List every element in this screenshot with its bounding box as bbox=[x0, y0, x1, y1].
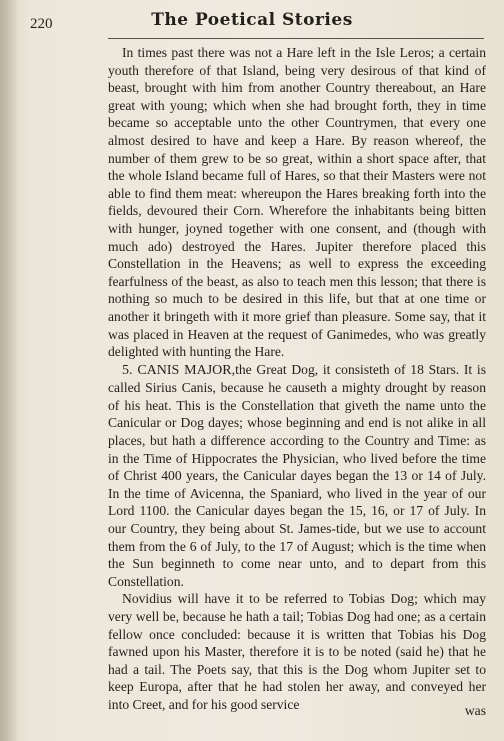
catchword: was bbox=[464, 703, 486, 718]
paragraph-novidius: Novidius will have it to be referred to Tobias Dog; which may very well be, because he hath a tail; Tobias Dog had one; as a certain fellow once concluded: because it is written that Tobias his Dog fawned upon his Master, therefore it is to be noted (said he) that he had a tail. The Poets say, that this is the Dog whom Jupiter set to keep Europa, after that he had stolen her away, and conveyed her into Creet, and for his good service bbox=[108, 591, 486, 712]
running-title: The Poetical Stories bbox=[151, 10, 353, 30]
paragraph-hare: In times past there was not a Hare left in the Isle Leros; a certain youth therefore of that Island, being very desirous of that kind of beast, brought with him from another Country thereabout, an Hare great with young; which when she had brought forth, they in time became so acceptable unto the other Countrymen, that every one almost desired to have and keep a Hare. By reason whereof, the number of them grew to be so great, within a short space after, that the whole Island became full of Hares, so that their Masters were not able to find them meat: whereupon the Hares breaking forth into the fields, devoured their Corn. Wherefore the inhabitants being bitten with hunger, joyned together with one consent, and (though with much ado) destroyed the Hares. Jupiter therefore placed this Constellation in the Heavens; as well to express the exceeding fearfulness of the beast, as also to teach men this lesson; that there is nothing so much to be desired in this life, but that at one time or another it bringeth with it more grief than pleasure. Some say, that it was placed in Heaven at the request of Ganimedes, who was greatly delighted with hunting the Hare. bbox=[108, 45, 486, 360]
page-number: 220 bbox=[30, 16, 53, 32]
header-rule bbox=[108, 38, 484, 39]
section-heading: 5. CANIS MAJOR, bbox=[122, 362, 236, 378]
paragraph-canis-major-text: the Great Dog, it consisteth of 18 Stars. It is called Sirius Canis, because he causeth a mighty drought by reason of his heat. This is the Constellation that giveth the name unto the Canicular or Dog dayes; whose beginning and end is not alike in all places, but hath a difference according to the Country and Time: as in the Time of Hippocrates the Physician, who lived before the time of Christ 400 years, the Canicular dayes began the 13 or 14 of July. In the time of Avicenna, the Spaniard, who lived in the year of our Lord 1100. the Canicular dayes began the 15, 16, or 17 of July. In our Country, they being about St. James-tide, but we use to account them from the 6 of July, to the 17 of August; which is the time when the Sun beginneth to come near unto, and to depart from this Constellation. bbox=[108, 361, 486, 589]
paragraph-canis-major bbox=[108, 361, 486, 591]
page-header bbox=[0, 10, 504, 36]
gutter-shadow bbox=[0, 0, 18, 741]
body-text bbox=[108, 44, 486, 714]
